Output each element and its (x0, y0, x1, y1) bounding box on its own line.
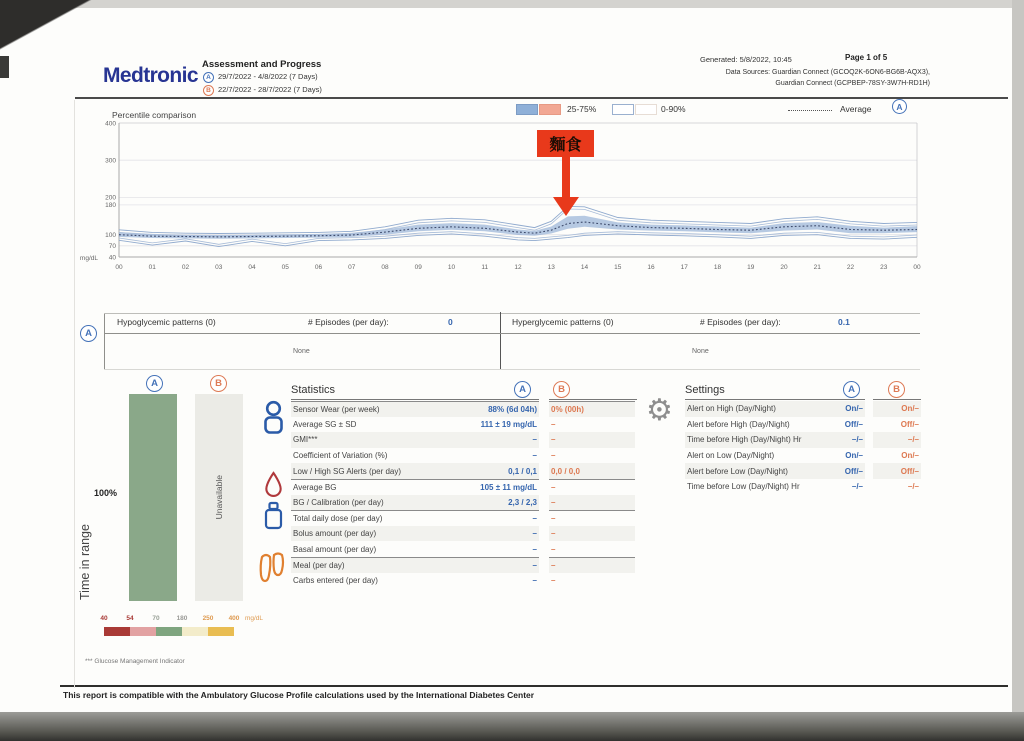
settings-row-label: Time before Low (Day/Night) Hr (687, 482, 800, 492)
data-source-line1: Data Sources: Guardian Connect (GCOQ2K-6ON6-BG6B-AQX3), (725, 69, 930, 76)
report-title: Assessment and Progress (202, 59, 322, 70)
scale-segment (182, 627, 208, 636)
stats-a-value: – (532, 575, 537, 585)
settings-b-value: –/– (907, 482, 919, 492)
legend-25-75-label: 25-75% (567, 104, 597, 114)
statistics-table (291, 401, 635, 588)
stats-underline-a (291, 399, 539, 400)
svg-text:10: 10 (447, 264, 456, 271)
settings-row (685, 479, 921, 495)
annotation-arrow-stem (562, 157, 570, 199)
data-source-line2: Guardian Connect (GCPBEP-78SY-3W7H-RD1H) (775, 80, 930, 87)
scan-edge-mark (0, 56, 9, 78)
hypo-episodes-label: # Episodes (per day): (308, 317, 389, 327)
svg-text:00: 00 (115, 264, 123, 271)
stats-b-value: – (551, 497, 556, 507)
settings-row (685, 417, 921, 433)
period-a-badge: A (203, 72, 214, 83)
tir-b-value: Unavailable (214, 475, 224, 520)
legend-swatch-blue (516, 104, 538, 115)
svg-text:02: 02 (181, 264, 190, 271)
settings-a-value: On/– (845, 404, 863, 414)
annotation-arrow-head (553, 197, 579, 216)
stats-row (291, 510, 635, 526)
legend-period-a-badge: A (892, 99, 907, 114)
stats-b-value: – (551, 544, 556, 554)
settings-row (685, 432, 921, 448)
stats-b-value: – (551, 435, 556, 445)
stats-a-value: – (532, 529, 537, 539)
medtronic-logo: Medtronic (103, 64, 198, 87)
scale-segment (104, 627, 130, 636)
svg-text:100: 100 (105, 232, 116, 239)
stats-row-label: Coefficient of Variation (%) (293, 451, 388, 461)
scale-segment (208, 627, 234, 636)
stats-a-value: – (532, 544, 537, 554)
stats-row (291, 557, 635, 573)
tir-bar-b (195, 394, 243, 601)
gmi-footnote: *** Glucose Management Indicator (85, 658, 185, 665)
svg-text:300: 300 (105, 157, 116, 165)
svg-text:05: 05 (281, 264, 289, 271)
svg-text:08: 08 (381, 264, 389, 271)
stats-row-label: Sensor Wear (per week) (293, 404, 380, 414)
stats-a-badge: A (514, 381, 531, 398)
svg-text:40: 40 (108, 254, 116, 262)
tir-a-badge: A (146, 375, 163, 392)
svg-text:13: 13 (547, 264, 555, 271)
settings-row-label: Alert on High (Day/Night) (687, 404, 776, 414)
stats-row-label: Bolus amount (per day) (293, 529, 377, 539)
svg-text:15: 15 (614, 264, 622, 271)
period-b-dates: 22/7/2022 - 28/7/2022 (7 Days) (218, 85, 322, 94)
svg-text:22: 22 (846, 264, 855, 271)
period-a-dates: 29/7/2022 - 4/8/2022 (7 Days) (218, 72, 318, 81)
hypo-patterns-body: None (293, 348, 310, 355)
legend-swatch-salmon (539, 104, 561, 115)
svg-text:180: 180 (105, 202, 116, 210)
tir-b-badge: B (210, 375, 227, 392)
patterns-left-line (104, 314, 105, 369)
svg-text:23: 23 (880, 264, 888, 271)
settings-a-value: –/– (851, 435, 863, 445)
svg-text:03: 03 (215, 264, 223, 271)
stats-row-label: Average SG ± SD (293, 419, 357, 429)
scale-tick: 180 (176, 615, 188, 622)
svg-text:200: 200 (105, 194, 116, 202)
hyper-patterns-body: None (692, 348, 709, 355)
stats-b-value: 0% (00h) (551, 404, 584, 414)
stats-row-label: Meal (per day) (293, 560, 345, 570)
stats-row-label: BG / Calibration (per day) (293, 497, 384, 507)
settings-row-label: Alert before Low (Day/Night) (687, 466, 788, 476)
scan-bottom-edge (0, 712, 1024, 741)
tir-bar-a (129, 394, 177, 601)
stats-b-value: – (551, 482, 556, 492)
svg-text:19: 19 (747, 264, 755, 271)
stats-a-value: 0,1 / 0,1 (508, 466, 537, 476)
hyper-patterns-title: Hyperglycemic patterns (0) (512, 317, 614, 327)
stats-row-label: Low / High SG Alerts (per day) (293, 466, 402, 476)
generated-timestamp: Generated: 5/8/2022, 10:45 (700, 55, 792, 64)
settings-b-value: On/– (901, 404, 919, 414)
stats-row (291, 432, 635, 448)
meal-icon (258, 551, 287, 586)
svg-text:12: 12 (514, 264, 522, 271)
svg-text:20: 20 (780, 264, 788, 271)
stats-b-value: – (551, 575, 556, 585)
glucose-scale-bar (104, 627, 234, 636)
stats-a-value: 105 ± 11 mg/dL (480, 482, 537, 492)
time-in-range-label: Time in range (78, 524, 92, 600)
stats-row (291, 541, 635, 557)
svg-text:400: 400 (105, 120, 116, 128)
scale-segment (130, 627, 156, 636)
data-sources (555, 67, 930, 89)
meal-annotation-label: 麵食 (537, 130, 594, 157)
settings-row-label: Time before High (Day/Night) Hr (687, 435, 802, 445)
settings-row (685, 401, 921, 417)
patterns-top-line (104, 313, 920, 314)
settings-row (685, 463, 921, 479)
hyper-episodes-label: # Episodes (per day): (700, 317, 781, 327)
stats-a-value: – (532, 435, 537, 445)
settings-table (685, 401, 921, 495)
stats-row (291, 417, 635, 433)
settings-b-badge: B (888, 381, 905, 398)
patterns-period-a-badge: A (80, 325, 97, 342)
sensor-icon (261, 400, 286, 437)
patterns-header-underline (104, 333, 920, 334)
svg-text:04: 04 (248, 264, 256, 271)
scale-tick: 70 (152, 615, 160, 622)
settings-b-value: Off/– (900, 466, 919, 476)
page-number: Page 1 of 5 (845, 53, 888, 62)
scale-tick: 54 (126, 615, 134, 622)
legend-0-90-label: 0-90% (661, 104, 686, 114)
stats-a-value: – (532, 451, 537, 461)
settings-underline-b (873, 399, 921, 400)
stats-b-value: – (551, 451, 556, 461)
stats-b-value: – (551, 560, 556, 570)
tir-a-value: 100% (94, 488, 118, 498)
svg-text:17: 17 (680, 264, 688, 271)
svg-text:70: 70 (108, 243, 116, 251)
stats-a-value: – (532, 560, 537, 570)
stats-row-label: Total daily dose (per day) (293, 513, 383, 523)
stats-underline-b (549, 399, 637, 400)
svg-text:09: 09 (414, 264, 422, 271)
legend-swatch-outline-b (635, 104, 657, 115)
settings-row-label: Alert on Low (Day/Night) (687, 451, 775, 461)
paper-crease (74, 100, 75, 688)
svg-text:14: 14 (580, 264, 589, 271)
svg-text:00: 00 (913, 264, 921, 271)
stats-a-value: 88% (6d 04h) (488, 404, 537, 414)
blood-drop-icon (263, 471, 284, 497)
stats-a-value: 2,3 / 2,3 (508, 497, 537, 507)
scale-unit: mg/dL (244, 615, 264, 622)
stats-row (291, 401, 635, 417)
stats-row (291, 463, 635, 479)
settings-a-badge: A (843, 381, 860, 398)
insulin-vial-icon (263, 501, 284, 531)
scale-segment (156, 627, 182, 636)
patterns-bottom-line (104, 369, 920, 370)
stats-row-label: GMI*** (293, 435, 318, 445)
settings-b-value: –/– (907, 435, 919, 445)
legend-average-line (788, 110, 832, 111)
stats-row (291, 479, 635, 495)
stats-b-value: – (551, 529, 556, 539)
scale-tick: 400 (228, 615, 240, 622)
scan-corner-shadow (0, 0, 92, 50)
stats-b-value: – (551, 513, 556, 523)
gear-icon: ⚙ (646, 394, 673, 427)
percentile-comparison-chart (76, 117, 936, 277)
svg-text:11: 11 (481, 264, 489, 271)
svg-text:07: 07 (348, 264, 356, 271)
statistics-title: Statistics (291, 384, 336, 396)
stats-row-label: Average BG (293, 482, 337, 492)
hyper-episodes-value: 0.1 (838, 317, 850, 327)
stats-row (291, 448, 635, 464)
chart-title: Percentile comparison (112, 110, 197, 120)
settings-a-value: Off/– (844, 419, 863, 429)
settings-b-value: Off/– (900, 419, 919, 429)
settings-a-value: On/– (845, 451, 863, 461)
stats-row-label: Carbs entered (per day) (293, 575, 378, 585)
settings-b-value: On/– (901, 451, 919, 461)
settings-underline-a (685, 399, 865, 400)
settings-row-label: Alert before High (Day/Night) (687, 419, 790, 429)
footer-compatibility-text: This report is compatible with the Ambulatory Glucose Profile calculations used by the International Diabetes Center (63, 690, 535, 700)
footer-rule (60, 685, 1008, 687)
svg-text:06: 06 (314, 264, 323, 271)
patterns-divider (500, 312, 501, 369)
legend-average-label: Average (840, 104, 872, 114)
settings-a-value: Off/– (844, 466, 863, 476)
stats-row (291, 495, 635, 511)
svg-text:21: 21 (813, 264, 821, 271)
svg-text:16: 16 (647, 264, 655, 271)
stats-b-badge: B (553, 381, 570, 398)
scale-tick: 40 (100, 615, 108, 622)
stats-a-value: – (532, 513, 537, 523)
settings-title: Settings (685, 384, 725, 396)
svg-text:mg/dL: mg/dL (79, 255, 98, 262)
header-rule (75, 97, 1008, 99)
stats-row (291, 526, 635, 542)
stats-a-value: 111 ± 19 mg/dL (480, 419, 537, 429)
stats-b-value: 0,0 / 0,0 (551, 466, 580, 476)
stats-row-label: Basal amount (per day) (293, 544, 377, 554)
svg-text:01: 01 (148, 264, 156, 271)
stats-row (291, 573, 635, 589)
legend-swatch-outline-a (612, 104, 634, 115)
hypo-episodes-value: 0 (448, 317, 453, 327)
scale-tick: 250 (202, 615, 214, 622)
hypo-patterns-title: Hypoglycemic patterns (0) (117, 317, 216, 327)
stats-b-value: – (551, 419, 556, 429)
period-b-badge: B (203, 85, 214, 96)
settings-row (685, 448, 921, 464)
svg-text:18: 18 (713, 264, 722, 271)
settings-a-value: –/– (851, 482, 863, 492)
scan-right-edge (1012, 0, 1024, 741)
